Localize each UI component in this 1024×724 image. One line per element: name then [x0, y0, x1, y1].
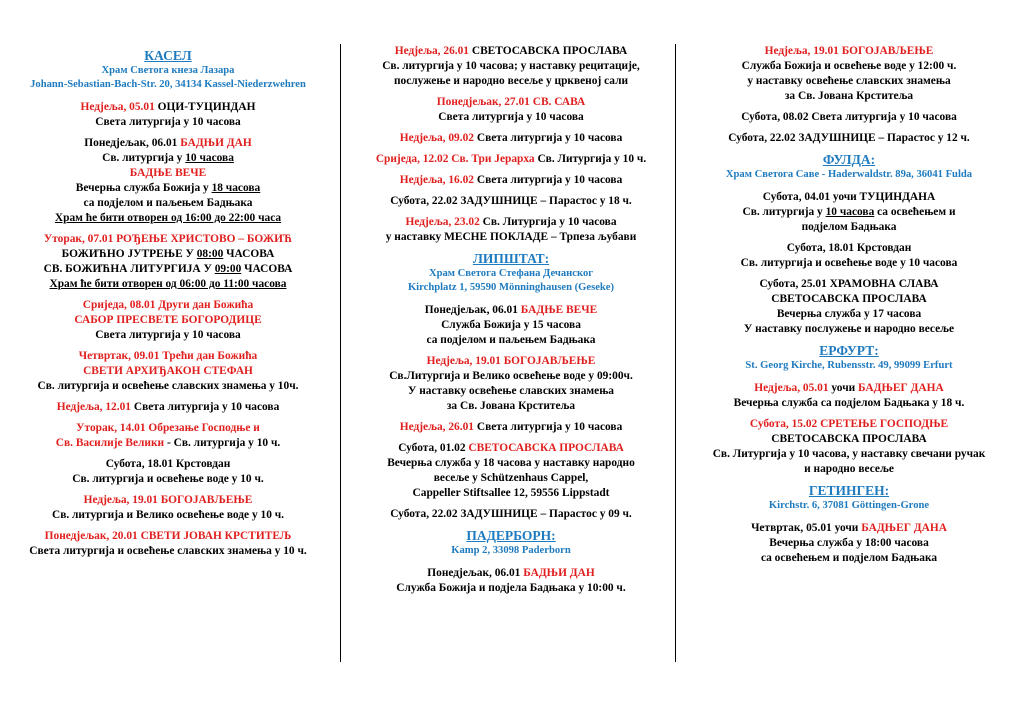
service-text: Субота, 08.02 Света литургија у 10 часова — [741, 111, 957, 123]
service-text: Света литургија у 10 часова — [133, 401, 280, 413]
service-line — [6, 247, 330, 262]
service-text: ОЦИ-ТУЦИНДАН — [157, 101, 256, 113]
service-text: подјелом Бадњака — [801, 221, 897, 233]
service-text: 10 часова — [185, 152, 234, 164]
service-text: са подјелом и паљењем Бадњака — [426, 334, 596, 346]
service-entry — [350, 173, 672, 188]
service-line — [350, 215, 672, 230]
service-text: весеље у Schützenhaus Cappel, — [433, 472, 589, 484]
service-entry — [678, 277, 1020, 337]
service-line — [6, 262, 330, 277]
service-line — [678, 447, 1020, 462]
service-text: Св. литургија и Велико освећење воде у 10 ч. — [51, 509, 285, 521]
service-entry — [678, 190, 1020, 235]
service-highlight-text: Недјеља, 05.01 — [754, 382, 832, 394]
parish-section-header — [350, 251, 672, 295]
service-highlight-text: Недјеља, 09.02 — [399, 132, 477, 144]
service-line — [350, 471, 672, 486]
service-line — [6, 364, 330, 379]
service-line — [678, 59, 1020, 74]
service-line — [6, 298, 330, 313]
service-entry — [678, 521, 1020, 566]
service-entry — [678, 110, 1020, 125]
service-line — [350, 333, 672, 348]
service-highlight-text: Субота, 15.02 СРЕТЕЊЕ ГОСПОДЊЕ — [749, 418, 949, 430]
service-entry — [350, 441, 672, 501]
service-line — [350, 95, 672, 110]
service-entry — [678, 44, 1020, 104]
column-divider-2 — [675, 44, 676, 662]
service-line — [678, 432, 1020, 447]
column-1 — [6, 44, 330, 565]
parish-city-title: ГЕТИНГЕН: — [808, 483, 890, 498]
service-text: Св. литургија и освећење славских знамења у 10ч. — [37, 380, 299, 392]
service-entry — [350, 215, 672, 245]
service-text: Св. Литургија у 10 ч. — [537, 153, 647, 165]
service-line — [6, 313, 330, 328]
service-highlight-text: САБОР ПРЕСВЕТЕ БОГОРОДИЦЕ — [74, 314, 262, 326]
service-entry — [6, 529, 330, 559]
service-highlight-text: БАДЊЕГ ДАНА — [861, 522, 947, 534]
service-text: са освећењем и — [874, 206, 956, 218]
service-text: СВЕТОСАВСКА ПРОСЛАВА — [771, 433, 927, 445]
service-highlight-text: БАДЊЕГ ДАНА — [858, 382, 944, 394]
service-line — [6, 544, 330, 559]
service-entry — [6, 298, 330, 343]
service-text: Храм ће бити отворен од 06:00 до 11:00 часова — [49, 278, 287, 290]
service-highlight-text: Сриједа, 08.01 Други дан Божића — [82, 299, 254, 311]
service-line — [6, 232, 330, 247]
service-text: СВЕТОСАВСКА ПРОСЛАВА — [471, 45, 628, 57]
service-entry — [6, 457, 330, 487]
service-text: Cappeller Stiftsallee 12, 59556 Lippstadt — [412, 487, 610, 499]
service-line — [678, 205, 1020, 220]
service-highlight-text: Уторак, 07.01 РОЂЕЊЕ ХРИСТОВО – БОЖИЋ — [43, 233, 293, 245]
service-line — [678, 521, 1020, 536]
parish-section-header — [350, 528, 672, 558]
service-line — [350, 194, 672, 209]
service-line — [350, 369, 672, 384]
service-text: Служба Божија и подјела Бадњака у 10:00 ч. — [396, 582, 626, 594]
parish-section-header — [678, 343, 1020, 373]
service-entry — [6, 136, 330, 226]
service-entry — [6, 349, 330, 394]
parish-section-header — [6, 48, 330, 92]
service-line — [6, 196, 330, 211]
parish-address-line: Johann-Sebastian-Bach-Str. 20, 34134 Kassel-Niederzwehren — [30, 79, 306, 90]
service-line — [6, 529, 330, 544]
service-entry — [6, 421, 330, 451]
service-text: Света литургија у 10 часова — [438, 111, 584, 123]
service-line — [678, 241, 1020, 256]
service-line — [6, 379, 330, 394]
service-text: Субота, 04.01 уочи ТУЦИНДАНА — [762, 191, 936, 203]
service-line — [350, 420, 672, 435]
service-line — [350, 581, 672, 596]
column-3 — [678, 44, 1020, 572]
service-highlight-text: БАДЊИ ДАН — [180, 137, 252, 149]
service-text: Света литургија у 10 часова — [476, 421, 623, 433]
service-text: уочи — [831, 382, 859, 394]
service-text: Субота, 18.01 Крстовдан — [105, 458, 231, 470]
service-line — [350, 384, 672, 399]
service-line — [350, 507, 672, 522]
service-line — [350, 566, 672, 581]
service-text: Понедјељак, 06.01 — [84, 137, 181, 149]
service-text: Субота, 18.01 Крстовдан — [786, 242, 912, 254]
service-line — [6, 277, 330, 292]
service-highlight-text: БАДЊИ ДАН — [523, 567, 595, 579]
service-text: Понедјељак, 06.01 — [427, 567, 524, 579]
parish-section-header — [678, 483, 1020, 513]
service-highlight-text: Сриједа, 12.02 Св. Три Јерарха — [375, 153, 538, 165]
service-text: Вечерња служба са подјелом Бадњака у 18 ч. — [733, 397, 965, 409]
service-line — [678, 381, 1020, 396]
service-entry — [6, 493, 330, 523]
service-entry — [350, 131, 672, 146]
service-highlight-text: Четвртак, 09.01 Трећи дан Божића — [78, 350, 258, 362]
parish-city-title: ФУЛДА: — [822, 152, 876, 167]
service-line — [6, 181, 330, 196]
service-text: СВ. БОЖИЋНА ЛИТУРГИЈА У — [43, 263, 215, 275]
service-text: Понедјељак, 06.01 — [424, 304, 521, 316]
service-line — [6, 493, 330, 508]
service-line — [678, 417, 1020, 432]
parish-address-line: Kamp 2, 33098 Paderborn — [451, 545, 571, 556]
parish-address-line: Храм Светога Стефана Дечанског — [428, 268, 594, 279]
service-text: Храм ће бити отворен од 16:00 до 22:00 часа — [54, 212, 282, 224]
service-line — [678, 190, 1020, 205]
service-line — [350, 399, 672, 414]
service-entry — [350, 354, 672, 414]
service-line — [6, 115, 330, 130]
service-line — [350, 44, 672, 59]
column-divider-1 — [340, 44, 341, 662]
service-entry — [350, 44, 672, 89]
service-text: Вечерња служба у 17 часова — [776, 308, 922, 320]
service-line — [678, 256, 1020, 271]
service-highlight-text: Недјеља, 16.02 — [399, 174, 477, 186]
parish-address-line: Kirchplatz 1, 59590 Mönninghausen (Geseke) — [407, 282, 615, 293]
service-highlight-text: Недјеља, 19.01 БОГОЈАВЉЕЊЕ — [764, 45, 934, 57]
service-text: Субота, 22.02 ЗАДУШНИЦЕ – Парастос у 18 ч. — [390, 195, 632, 207]
service-text: Св. литургија у 10 часова; у наставку рецитације, — [382, 60, 640, 72]
service-highlight-text: Св. Василије Велики — [55, 437, 165, 449]
service-line — [6, 472, 330, 487]
service-highlight-text: Понедјељак, 20.01 СВЕТИ ЈОВАН КРСТИТЕЉ — [44, 530, 292, 542]
service-entry — [350, 95, 672, 125]
service-text: Св. литургија и освећење воде у 10 часова — [740, 257, 958, 269]
service-text: ЧАСОВА — [223, 248, 275, 260]
service-entry — [678, 241, 1020, 271]
service-text: Служба Божија и освећење воде у 12:00 ч. — [741, 60, 957, 72]
service-entry — [350, 303, 672, 348]
service-entry — [6, 400, 330, 415]
service-line — [678, 74, 1020, 89]
service-line — [350, 74, 672, 89]
service-highlight-text: БАДЊЕ ВЕЧЕ — [129, 167, 207, 179]
service-line — [678, 292, 1020, 307]
service-text: 09:00 — [214, 263, 242, 275]
parish-section-header — [678, 152, 1020, 182]
service-line — [6, 349, 330, 364]
service-line — [350, 456, 672, 471]
service-highlight-text: Недјеља, 19.01 БОГОЈАВЉЕЊЕ — [426, 355, 596, 367]
service-highlight-text: БАДЊЕ ВЕЧЕ — [520, 304, 598, 316]
service-line — [350, 152, 672, 167]
service-text: Вечерња служба Божија у — [75, 182, 212, 194]
column-2 — [350, 44, 672, 602]
service-text: са освећењем и подјелом Бадњака — [760, 552, 938, 564]
service-text: 18 часова — [211, 182, 261, 194]
service-text: БОЖИЋНО ЈУТРЕЊЕ У — [61, 248, 197, 260]
parish-address-line: St. Georg Kirche, Rubensstr. 49, 99099 Erfurt — [745, 360, 953, 371]
parish-city-title: КАСЕЛ — [144, 48, 192, 63]
service-line — [350, 59, 672, 74]
service-highlight-text: СВЕТИ АРХИЂАКОН СТЕФАН — [83, 365, 253, 377]
service-text: Св. Литургија у 10 часова, у наставку свечани ручак — [712, 448, 986, 460]
service-text: 08:00 — [196, 248, 224, 260]
service-line — [678, 322, 1020, 337]
service-line — [350, 441, 672, 456]
service-text: Служба Божија у 15 часова — [441, 319, 581, 331]
service-text: Св.Литургија и Велико освећење воде у 09:00ч. — [389, 370, 633, 382]
service-line — [6, 166, 330, 181]
service-line — [678, 131, 1020, 146]
service-line — [6, 457, 330, 472]
service-line — [6, 328, 330, 343]
service-text: Св. Литургија у 10 часова — [482, 216, 617, 228]
service-entry — [678, 381, 1020, 411]
service-text: Св. литургија у — [742, 206, 826, 218]
service-line — [350, 110, 672, 125]
service-entry — [6, 232, 330, 292]
service-entry — [350, 507, 672, 522]
service-entry — [6, 100, 330, 130]
service-text: У наставку послужење и народно весеље — [743, 323, 955, 335]
service-line — [678, 110, 1020, 125]
service-highlight-text: Недјеља, 23.02 — [405, 216, 483, 228]
service-text: Света литургија и освећење славских знамења у 10 ч. — [29, 545, 307, 557]
service-text: Вечерња служба у 18:00 часова — [769, 537, 929, 549]
service-line — [6, 508, 330, 523]
service-text: са подјелом и паљењем Бадњака — [83, 197, 253, 209]
parish-address-line: Kirchstr. 6, 37081 Göttingen-Grone — [768, 500, 930, 511]
service-line — [6, 211, 330, 226]
service-line — [678, 396, 1020, 411]
service-text: Субота, 25.01 ХРАМОВНА СЛАВА — [759, 278, 939, 290]
service-text: Субота, 22.02 ЗАДУШНИЦЕ – Парастос у 12 ч. — [728, 132, 970, 144]
service-text: 10 часова — [825, 206, 875, 218]
service-text: СВЕТОСАВСКА ПРОСЛАВА — [771, 293, 927, 305]
service-line — [6, 421, 330, 436]
service-entry — [350, 566, 672, 596]
service-line — [678, 307, 1020, 322]
service-entry — [350, 152, 672, 167]
service-line — [350, 173, 672, 188]
parish-address-line: Храм Светога Саве - Haderwaldstr. 89a, 36041 Fulda — [725, 169, 973, 180]
service-entry — [350, 194, 672, 209]
parish-city-title: ПАДЕРБОРН: — [466, 528, 556, 543]
service-text: - Св. литургија у 10 ч. — [164, 437, 281, 449]
service-text: за Св. Јована Крститеља — [446, 400, 576, 412]
service-line — [6, 100, 330, 115]
service-highlight-text: Недјеља, 05.01 — [80, 101, 158, 113]
service-text: Св. литургија у — [102, 152, 186, 164]
service-highlight-text: Недјеља, 19.01 БОГОЈАВЉЕЊЕ — [83, 494, 253, 506]
service-text: Света литургија у 10 часова — [95, 329, 241, 341]
service-text: Субота, 22.02 ЗАДУШНИЦЕ – Парастос у 09 ч. — [390, 508, 632, 520]
service-text: У наставку освећење славских знамења — [408, 385, 614, 397]
service-line — [350, 230, 672, 245]
service-highlight-text: СВЕТОСАВСКА ПРОСЛАВА — [468, 442, 624, 454]
service-line — [678, 551, 1020, 566]
service-line — [6, 136, 330, 151]
service-highlight-text: Недјеља, 26.01 — [394, 45, 472, 57]
service-text: у наставку МЕСНЕ ПОКЛАДЕ – Трпеза љубави — [385, 231, 637, 243]
service-text: Света литургија у 10 часова — [95, 116, 241, 128]
parish-city-title: ЛИПШТАТ: — [472, 251, 550, 266]
service-line — [678, 89, 1020, 104]
service-line — [6, 436, 330, 451]
service-text: ЧАСОВА — [241, 263, 293, 275]
service-line — [350, 318, 672, 333]
service-line — [350, 486, 672, 501]
service-line — [6, 400, 330, 415]
service-text: у наставку освећење славских знамења — [747, 75, 951, 87]
service-line — [678, 220, 1020, 235]
service-text: Св. литургија и освећење воде у 10 ч. — [72, 473, 264, 485]
service-highlight-text: Понедјељак, 27.01 СВ. САВА — [436, 96, 586, 108]
parish-city-title: ЕРФУРТ: — [819, 343, 879, 358]
parish-address-line: Храм Светога кнеза Лазара — [101, 65, 235, 76]
service-entry — [678, 417, 1020, 477]
service-line — [6, 151, 330, 166]
service-text: Вечерња служба у 18 часова у наставку народно — [387, 457, 635, 469]
service-entry — [350, 420, 672, 435]
service-line — [678, 44, 1020, 59]
service-entry — [678, 131, 1020, 146]
service-text: Субота, 01.02 — [398, 442, 469, 454]
service-text: послужење и народно весеље у црквеној сали — [393, 75, 629, 87]
service-line — [350, 354, 672, 369]
service-line — [350, 303, 672, 318]
service-line — [678, 277, 1020, 292]
service-text: Четвртак, 05.01 уочи — [751, 522, 862, 534]
service-line — [678, 462, 1020, 477]
service-line — [678, 536, 1020, 551]
service-highlight-text: Недјеља, 12.01 — [56, 401, 134, 413]
service-text: Света литургија у 10 часова — [476, 174, 623, 186]
service-highlight-text: Уторак, 14.01 Обрезање Господње и — [76, 422, 260, 434]
service-highlight-text: Недјеља, 26.01 — [399, 421, 477, 433]
service-text: и народно весеље — [804, 463, 894, 475]
service-text: Света литургија у 10 часова — [476, 132, 623, 144]
service-text: за Св. Јована Крститеља — [784, 90, 914, 102]
service-line — [350, 131, 672, 146]
